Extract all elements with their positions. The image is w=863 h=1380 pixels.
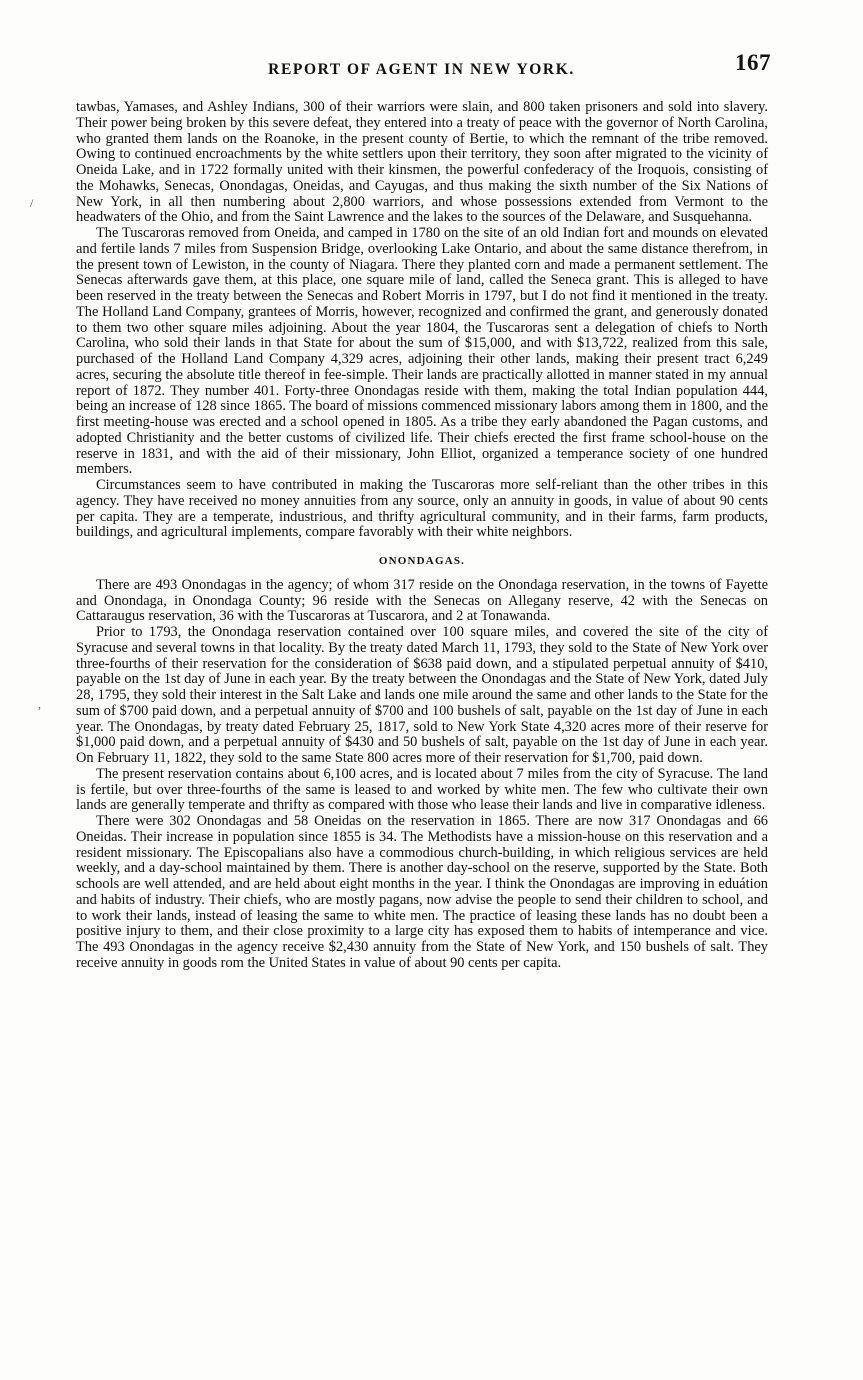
paragraph: There are 493 Onondagas in the agency; of whom 317 reside on the Onondaga reservation, in the towns of Fayette and Onondaga, in Onondaga County; 96 reside with the Senecas on Allegany reserve, 42 with the Senecas on Cattaraugus reservation, 36 with the Tuscaroras at Tuscarora, and 2 at Tonawanda. — [76, 576, 768, 625]
paragraph: The present reservation contains about 6,100 acres, and is located about 7 miles from the city of Syracuse. The land is fertile, but over three-fourths of the same is leased to and worked by white men. The few who cultivate their own lands are generally temperate and thrifty as compared with those who lease their lands and live in comparative idleness. — [76, 765, 768, 814]
paragraph: Circumstances seem to have contributed in making the Tuscaroras more self-reliant than the other tribes in this agency. They have received no money annuities from any source, only an annuity in goods, in value of about 90 cents per capita. They are a temperate, industrious, and thrifty agricultural community, and in their farms, farm products, buildings, and agricultural implements, compare favorably with their white neighbors. — [76, 477, 768, 541]
running-head — [78, 50, 771, 84]
paragraph: tawbas, Yamases, and Ashley Indians, 300 of their warriors were slain, and 800 taken prisoners and sold into slavery. Their power being broken by this severe defeat, they entered into a treaty of peace with the governor of North Carolina, who granted them lands on the Roanoke, in the present county of Bertie, to which the remnant of the tribe removed. Owing to continued encroachments by the white settlers upon their territory, they soon after migrated to the vicinity of Oneida Lake, and in 1722 formally united with their kinsmen, the powerful confederacy of the Iroquois, consisting of the Mohawks, Senecas, Onondagas, Oneidas, and Cayugas, and thus making the sixth number of the Six Nations of New York, in all then numbering about 2,800 warriors, and whose possessions extended from Vermont to the headwaters of the Ohio, and from the Saint Lawrence and the lakes to the sources of the Delaware, and Susquehanna. — [76, 99, 768, 226]
page-number: 167 — [735, 50, 771, 75]
body-text — [76, 100, 768, 972]
section-heading: ONONDAGAS. — [378, 555, 466, 567]
running-title: REPORT OF AGENT IN NEW YORK. — [268, 61, 575, 78]
margin-mark: , — [38, 697, 41, 711]
paragraph: There were 302 Onondagas and 58 Oneidas on the reservation in 1865. There are now 317 Onondagas and 66 Oneidas. Their increase in population since 1855 is 34. The Methodists have a mission-house on this reservation and a resident missionary. The Episcopalians also have a commodious church-building, in which religious services are held weekly, and a day-school maintained by them. There is another day-school on the reserve, supported by the State. Both schools are well attended, and are held about eight months in the year. I think the Onondagas are improving in eduátion and habits of industry. Their chiefs, who are mostly pagans, now advise the people to send their children to school, and to work their lands, instead of leasing the same to white men. The practice of leasing these lands has no doubt been a positive injury to them, and their close proximity to a large city has exposed them to habits of intemperance and vice. The 493 Onondagas in the agency receive $2,430 annuity from the State of New York, and 150 bushels of salt. They receive annuity in goods rom the United States in value of about 90 cents per capita. — [76, 813, 768, 971]
paragraph: Prior to 1793, the Onondaga reservation contained over 100 square miles, and covered the site of the city of Syracuse and several towns in that locality. By the treaty dated March 11, 1793, they sold to the State of New York over three-fourths of their reservation for the consideration of $638 paid down, and a stipulated perpetual annuity of $410, payable on the 1st day of June in each year. By the treaty between the Onondagas and the State of New York, dated July 28, 1795, they sold their interest in the Salt Lake and lands one mile around the same and other lands to the State for the sum of $700 paid down, and a perpetual annuity of $700 and 100 bushels of salt, payable on the 1st day of June in each year. The Onondagas, by treaty dated February 25, 1817, sold to New York State 4,320 acres more of their reserve for $1,000 paid down, and a perpetual annuity of $430 and 50 bushels of salt, payable on the 1st day of June in each year. On February 11, 1822, they sold to the same State 800 acres more of their reservation for $1,700, paid down. — [76, 624, 768, 766]
paragraph: The Tuscaroras removed from Oneida, and camped in 1780 on the site of an old Indian fort and mounds on elevated and fertile lands 7 miles from Suspension Bridge, overlooking Lake Ontario, and about the same distance therefrom, in the present town of Lewiston, in the county of Niagara. There they planted corn and made a permanent settlement. The Senecas afterwards gave them, at this place, one square mile of land, called the Seneca grant. This is alleged to have been reserved in the treaty between the Senecas and Robert Morris in 1797, but I do not find it mentioned in the treaty. The Holland Land Company, grantees of Morris, however, recognized and confirmed the grant, and generously donated to them two other square miles adjoining. About the year 1804, the Tuscaroras sent a delegation of chiefs to North Carolina, who sold their lands in that State for about the sum of $15,000, and with $13,722, realized from this sale, purchased of the Holland Land Company 4,329 acres, adjoining their other lands, making their present tract 6,249 acres, securing the absolute title thereof in fee-simple. Their lands are practically allotted in manner stated in my annual report of 1872. They number 401. Forty-three Onondagas reside with them, making the total Indian population 444, being an increase of 128 since 1865. The board of missions commenced missionary labors among them in 1800, and the first meeting-house was erected and a school opened in 1805. As a tribe they early abandoned the Pagan customs, and adopted Christianity and the better customs of civilized life. Their chiefs erected the first frame school-house on the reserve in 1831, and with the aid of their missionary, John Elliot, organized a temperance society of one hundred members. — [76, 225, 768, 478]
margin-mark: / — [30, 196, 34, 210]
